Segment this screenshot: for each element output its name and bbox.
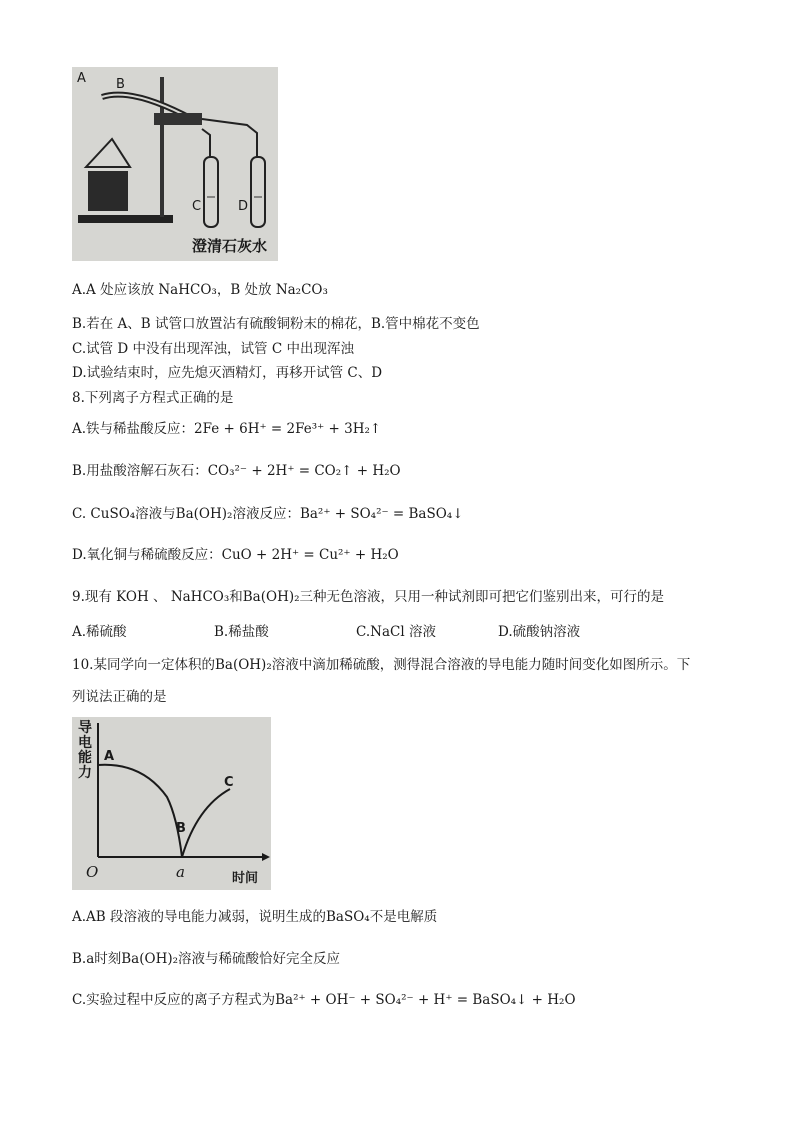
conductivity-figure: [72, 717, 271, 890]
q9-option-c: C.NaCl 溶液: [356, 624, 436, 640]
label-d: D: [238, 199, 249, 214]
x-mark-label: a: [176, 863, 185, 881]
point-c-label: C: [224, 775, 234, 790]
q10-option-c: C.实验过程中反应的离子方程式为Ba²⁺ + OH⁻ + SO₄²⁻ + H⁺ = BaSO₄↓ + H₂O: [72, 992, 576, 1008]
q10-option-a: A.AB 段溶液的导电能力减弱，说明生成的BaSO₄不是电解质: [72, 909, 438, 925]
q9-option-d: D.硫酸钠溶液: [498, 624, 581, 640]
q10-option-b: B.a时刻Ba(OH)₂溶液与稀硫酸恰好完全反应: [72, 951, 341, 967]
q7-option-a: A.A 处应该放 NaHCO₃，B 处放 Na₂CO₃: [72, 282, 328, 298]
q8-option-a: A.铁与稀盐酸反应：2Fe + 6H⁺ = 2Fe³⁺ + 3H₂↑: [72, 421, 382, 437]
y-label-char-2: 电: [78, 735, 92, 751]
q8-option-d: D.氧化铜与稀硫酸反应：CuO + 2H⁺ = Cu²⁺ + H₂O: [72, 547, 399, 563]
apparatus-figure: [72, 67, 278, 261]
figure-caption: 澄清石灰水: [192, 237, 268, 255]
y-axis-label: [78, 721, 94, 781]
label-a: A: [77, 71, 86, 86]
q9-option-b: B.稀盐酸: [214, 624, 269, 640]
q7-option-c: C.试管 D 中没有出现浑浊，试管 C 中出现浑浊: [72, 341, 354, 357]
q9-stem: 9.现有 KOH 、 NaHCO₃和Ba(OH)₂三种无色溶液，只用一种试剂即可把它们鉴别出来，可行的是: [72, 589, 665, 605]
point-a-label: A: [104, 749, 115, 764]
x-axis-label: 时间: [232, 871, 259, 886]
label-c: C: [192, 199, 202, 214]
conductivity-graph: [72, 717, 271, 890]
q8-option-c: C. CuSO₄溶液与Ba(OH)₂溶液反应：Ba²⁺ + SO₄²⁻ = BaSO₄↓: [72, 506, 464, 522]
y-label-char-3: 能: [78, 750, 92, 766]
point-b-label: B: [176, 821, 186, 836]
y-label-char-4: 力: [78, 765, 92, 781]
q10-stem-line1: 10.某同学向一定体积的Ba(OH)₂溶液中滴加稀硫酸，测得混合溶液的导电能力随时间变化如图所示。下: [72, 657, 691, 673]
q9-options: [72, 623, 580, 641]
q10-stem-line2: 列说法正确的是: [72, 689, 167, 705]
q8-stem: 8.下列离子方程式正确的是: [72, 390, 234, 406]
y-label-char-1: 导: [78, 720, 92, 736]
apparatus-drawing: [72, 67, 278, 261]
q8-option-b: B.用盐酸溶解石灰石：CO₃²⁻ + 2H⁺ = CO₂↑ + H₂O: [72, 463, 401, 479]
q7-option-b: B.若在 A、B 试管口放置沾有硫酸铜粉末的棉花，B.管中棉花不变色: [72, 316, 480, 332]
origin-label: O: [86, 863, 99, 881]
q9-option-a: A.稀硫酸: [72, 624, 127, 640]
q7-option-d: D.试验结束时，应先熄灭酒精灯，再移开试管 C、D: [72, 365, 383, 381]
label-b: B: [116, 77, 125, 92]
